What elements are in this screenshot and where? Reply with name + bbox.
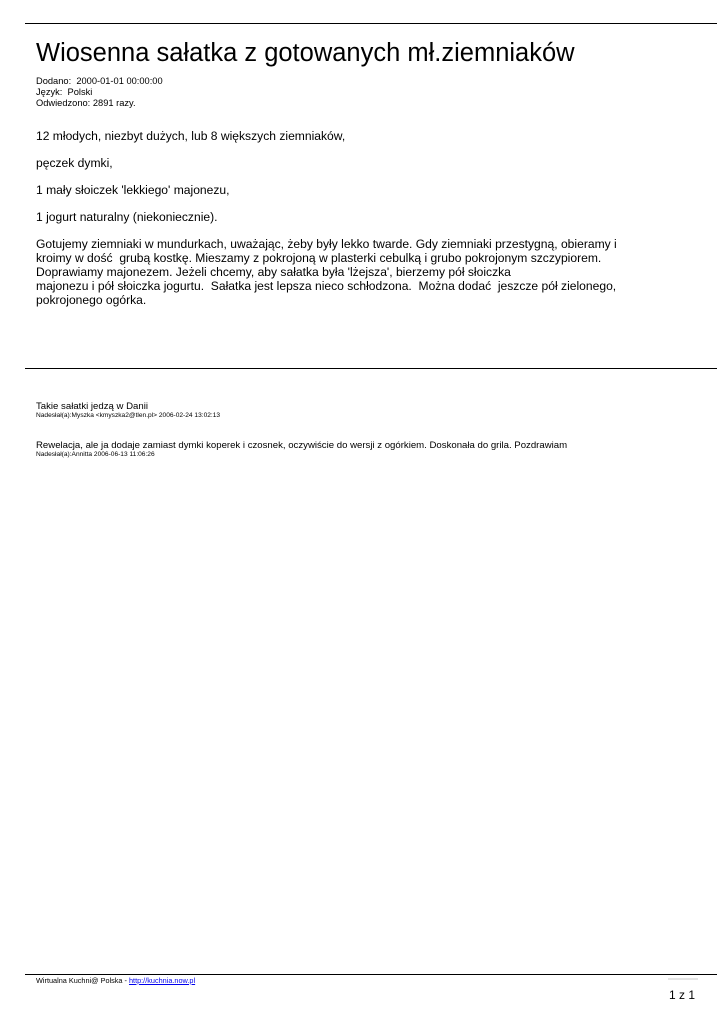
section-divider [25,368,717,369]
comment-text: Takie sałatki jedzą w Danii [36,401,148,412]
ingredient-line: 1 mały słoiczek 'lekkiego' majonezu, [36,183,230,197]
instruction-line: Gotujemy ziemniaki w mundurkach, uważając, żeby były lekko twarde. Gdy ziemniaki przestygną, obieramy i [36,237,617,251]
ingredient-line: 12 młodych, niezbyt dużych, lub 8 większych ziemniaków, [36,129,346,143]
instruction-line: pokrojonego ogórka. [36,293,147,307]
site-link[interactable]: http://kuchnia.now.pl [128,976,196,985]
recipe-meta [36,76,163,109]
recipe-content [36,129,676,307]
comment-author: Nadesłał(a):Myszka <kmyszka2@tlen.pl> 2006-02-24 13:02:13 [36,412,221,419]
comment-author: Nadesłał(a):Annitta 2006-06-13 11:06:26 [36,451,155,458]
ingredient-line: pęczek dymki, [36,156,113,170]
ingredient-line: 1 jogurt naturalny (niekoniecznie). [36,210,218,224]
instruction-line: kroimy w dość grubą kostkę. Mieszamy z pokrojoną w plasterki cebulką i grubo pokrojonym szczypiorem. [36,251,602,265]
comment-text: Rewelacja, ale ja dodaje zamiast dymki koperek i czosnek, oczywiście do wersji z ogórkiem. Doskonała do grila. Pozdrawiam [36,440,568,451]
top-divider [25,23,717,24]
site-name: Wirtualna Kuchni@ Polska - [36,976,129,985]
comment [36,402,696,420]
comments-list [36,402,696,480]
instruction-line: majonezu i pół słoiczka jogurtu. Sałatka jest lepsza nieco schłodzona. Można dodać jeszcze pół zielonego, [36,279,617,293]
visit-count: Odwiedzono: 2891 razy. [36,98,136,108]
instructions [36,237,676,307]
footer-mark [668,978,698,980]
added-date: Dodano: 2000-01-01 00:00:00 [36,76,163,86]
page-number: 1 z 1 [668,988,695,1002]
comment [36,441,696,459]
language: Język: Polski [36,87,93,97]
instruction-line: Doprawiamy majonezem. Jeżeli chcemy, aby sałatka była 'lżejsza', bierzemy pół słoiczka [36,265,511,279]
footer-divider [25,974,717,975]
recipe-title: Wiosenna sałatka z gotowanych mł.ziemniaków [36,39,575,67]
page-footer [36,976,195,985]
